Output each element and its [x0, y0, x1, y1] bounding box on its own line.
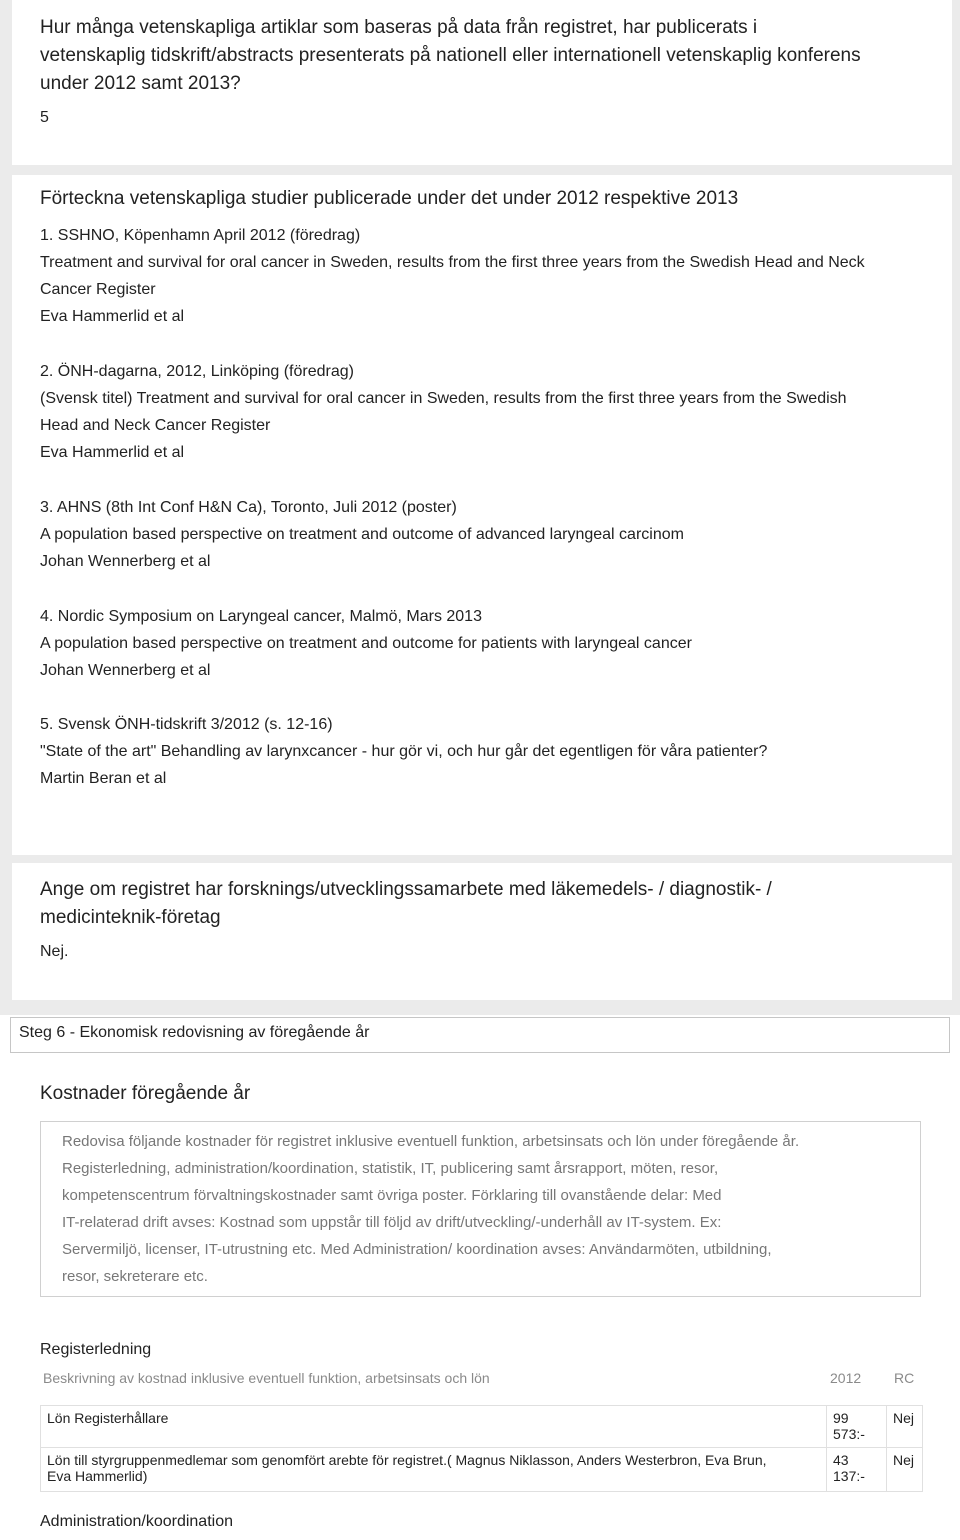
column-header-year: 2012 [830, 1370, 862, 1386]
cost-amount [827, 1448, 887, 1492]
table-row [41, 1406, 923, 1448]
column-header-rc: RC [894, 1370, 915, 1386]
study-line: Johan Wennerberg et al [40, 662, 211, 679]
info-line: Servermiljö, licenser, IT-utrustning etc. Med Administration/ koordination avses: Användarmöten, utbildning, [62, 1241, 772, 1258]
study-line: Eva Hammerlid et al [40, 308, 185, 325]
study-line: Martin Beran et al [40, 770, 167, 787]
registerledning-title: Registerledning [40, 1341, 152, 1358]
question-title-line: vetenskaplig tidskrift/abstracts presenterats på nationell eller internationell vetenskaplig konferens [40, 45, 861, 66]
info-line: IT-relaterad drift avses: Kostnad som uppstår till följd av drift/utveckling/-underhåll av IT-system. Ex: [62, 1214, 722, 1231]
collaboration-title-line: medicinteknik-företag [40, 907, 221, 928]
study-line: A population based perspective on treatment and outcome of advanced laryngeal carcinom [40, 526, 684, 543]
collaboration-title-line: Ange om registret har forsknings/utvecklingssamarbete med läkemedels- / diagnostik- / [40, 879, 772, 900]
study-line: 5. Svensk ÖNH-tidskrift 3/2012 (s. 12-16) [40, 716, 333, 733]
question-answer: 5 [40, 109, 49, 126]
studies-title: Förteckna vetenskapliga studier publicerade under det under 2012 respektive 2013 [40, 188, 739, 209]
cost-description: Lön till styrgruppenmedlemar som genomfört arebte för registret.( Magnus Niklasson, Anders Westerbron, Eva Brun, Eva Hammerlid) [41, 1448, 827, 1492]
amount-line: 99 [833, 1410, 849, 1426]
cost-table [40, 1405, 923, 1492]
cost-amount [827, 1406, 887, 1448]
study-line: 2. ÖNH-dagarna, 2012, Linköping (föredrag) [40, 363, 354, 380]
study-line: Cancer Register [40, 281, 156, 298]
study-line: "State of the art" Behandling av larynxcancer - hur gör vi, och hur går det egentligen för våra patienter? [40, 743, 768, 760]
study-line: 4. Nordic Symposium on Laryngeal cancer, Malmö, Mars 2013 [40, 608, 482, 625]
costs-title: Kostnader föregående år [40, 1083, 251, 1104]
study-line: 1. SSHNO, Köpenhamn April 2012 (föredrag) [40, 227, 361, 244]
info-line: Registerledning, administration/koordination, statistik, IT, publicering samt årsrapport, möten, resor, [62, 1160, 719, 1177]
amount-line: 573:- [833, 1426, 865, 1442]
study-line: Head and Neck Cancer Register [40, 417, 271, 434]
study-line: Treatment and survival for oral cancer in Sweden, results from the first three years from the Swedish Head and Neck [40, 254, 865, 271]
amount-line: 43 [833, 1452, 849, 1468]
study-line: Johan Wennerberg et al [40, 553, 211, 570]
column-header-description: Beskrivning av kostnad inklusive eventuell funktion, arbetsinsats och lön [43, 1370, 490, 1386]
question-title-line: Hur många vetenskapliga artiklar som baseras på data från registret, har publicerats i [40, 17, 758, 38]
cost-description: Lön Registerhållare [41, 1406, 827, 1448]
question-title-line: under 2012 samt 2013? [40, 73, 241, 94]
study-line: Eva Hammerlid et al [40, 444, 185, 461]
collaboration-answer: Nej. [40, 943, 69, 960]
costs-info-text [62, 1128, 902, 1290]
study-line: 3. AHNS (8th Int Conf H&N Ca), Toronto, Juli 2012 (poster) [40, 499, 457, 516]
study-line: A population based perspective on treatment and outcome for patients with laryngeal cancer [40, 635, 692, 652]
info-line: Redovisa följande kostnader för registret inklusive eventuell funktion, arbetsinsats och lön under föregående år. [62, 1133, 800, 1150]
study-line: (Svensk titel) Treatment and survival for oral cancer in Sweden, results from the first three years from the Swedish [40, 390, 847, 407]
amount-line: 137:- [833, 1468, 865, 1484]
info-line: kompetenscentrum förvaltningskostnader samt övriga poster. Förklaring till ovanstående delar: Med [62, 1187, 722, 1204]
step-label: Steg 6 - Ekonomisk redovisning av föregående år [19, 1024, 370, 1041]
table-row [41, 1448, 923, 1492]
info-line: resor, sekreterare etc. [62, 1268, 208, 1285]
cost-rc: Nej [886, 1406, 922, 1448]
cost-rc: Nej [886, 1448, 922, 1492]
administration-title: Administration/koordination [40, 1513, 233, 1530]
